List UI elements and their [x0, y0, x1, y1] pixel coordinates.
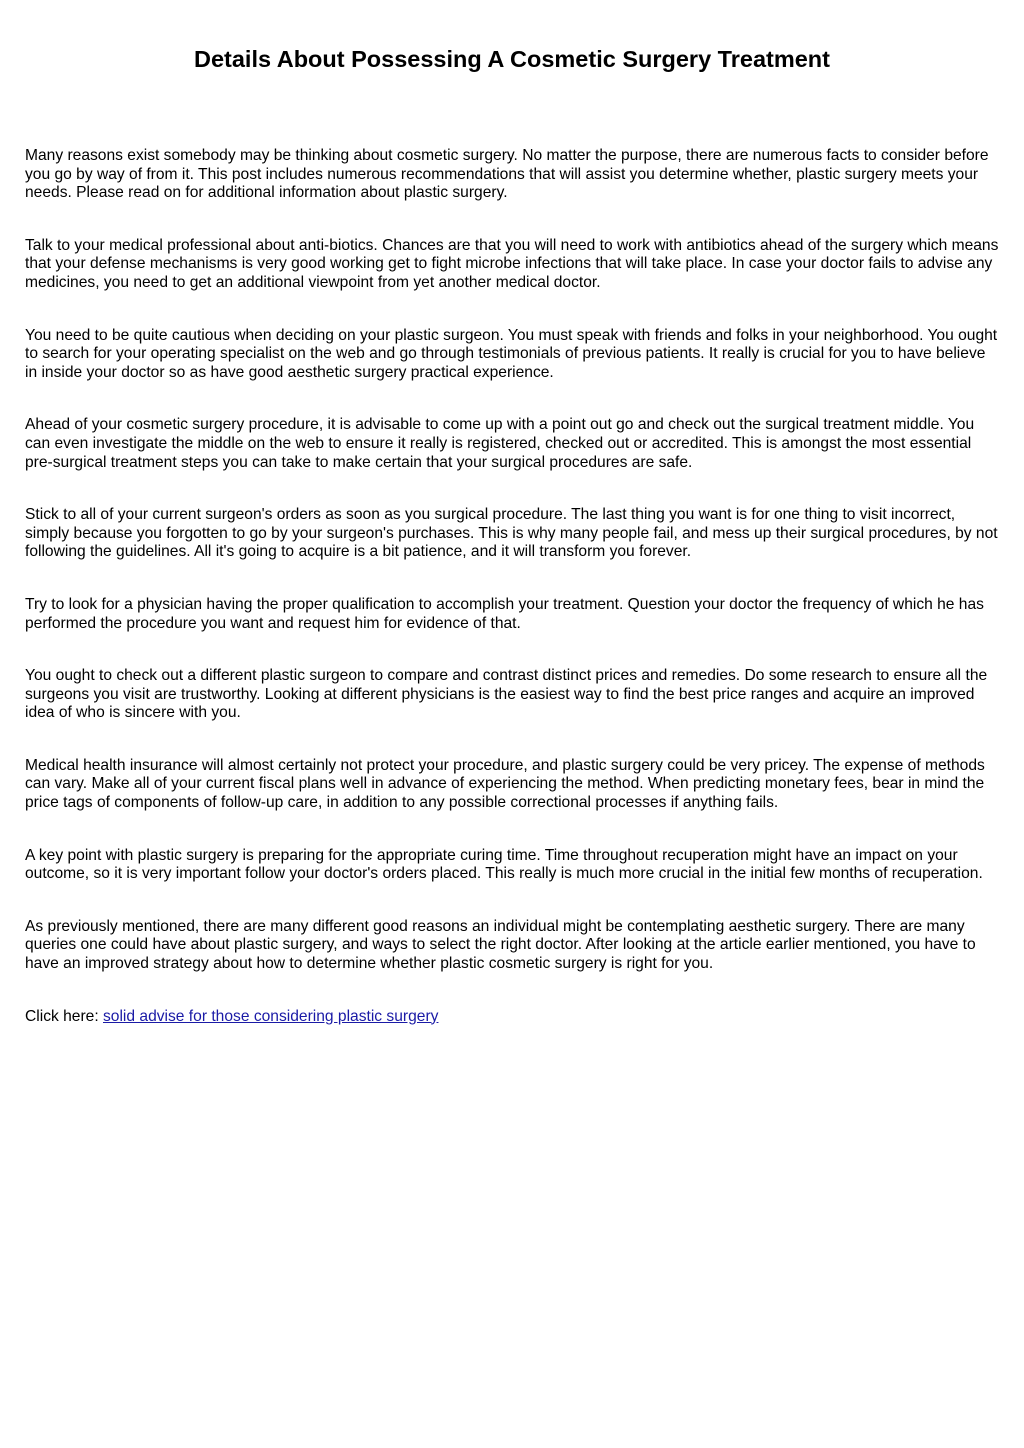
- paragraph: Ahead of your cosmetic surgery procedure, it is advisable to come up with a point out go and check out the surgical treatment middle. You can even investigate the middle on the web to ensure it really is registered, checked out or accredited. This is amongst the most essential pre-surgical treatment steps you can take to make certain that your surgical procedures are safe.: [25, 416, 975, 471]
- paragraph: As previously mentioned, there are many different good reasons an individual might be contemplating aesthetic surgery. There are many queries one could have about plastic surgery, and ways to select the right doctor. After looking at the article earlier mentioned, you have to have an improved strategy about how to determine whether plastic cosmetic surgery is right for you.: [25, 917, 976, 973]
- click-here-label: Click here:: [25, 1007, 103, 1025]
- paragraph: Try to look for a physician having the proper qualification to accomplish your treatment. Question your doctor the frequency of which he has performed the procedure you want and request him for evidence of that.: [25, 595, 984, 632]
- paragraph: You ought to check out a different plastic surgeon to compare and contrast distinct prices and remedies. Do some research to ensure all the surgeons you visit are trustworthy. Looking at different physicians is the easiest way to find the best price ranges and acquire an improved idea of who is sincere with you.: [25, 667, 988, 722]
- paragraph: Stick to all of your current surgeon's orders as soon as you surgical procedure. The last thing you want is for one thing to visit incorrect, simply because you forgotten to go by your surgeon's purchases. This is why many people fail, and mess up their surgical procedures, by not following the guidelines. All it's going to acquire is a bit patience, and it will transform you forever.: [25, 506, 998, 561]
- paragraph: You need to be quite cautious when deciding on your plastic surgeon. You must speak with friends and folks in your neighborhood. You ought to search for your operating specialist on the web and go through testimonials of previous patients. It really is crucial for you to have believe in inside your doctor so as have good aesthetic surgery practical experience.: [25, 326, 998, 381]
- paragraph: Many reasons exist somebody may be thinking about cosmetic surgery. No matter the purpose, there are numerous facts to consider before you go by way of from it. This post includes numerous recommendations that will assist you determine whether, plastic surgery meets your needs. Please read on for additional information about plastic surgery.: [25, 147, 989, 202]
- article-body: [25, 147, 999, 1026]
- article-link[interactable]: solid advise for those considering plastic surgery: [103, 1007, 439, 1025]
- page-title: Details About Possessing A Cosmetic Surgery Treatment: [194, 46, 830, 72]
- paragraph: Talk to your medical professional about anti-biotics. Chances are that you will need to work with antibiotics ahead of the surgery which means that your defense mechanisms is very good working get to fight microbe infections that will take place. In case your doctor fails to advise any medicines, you need to get an additional viewpoint from yet another medical doctor.: [25, 236, 999, 291]
- click-here-line: [25, 1008, 999, 1027]
- paragraph: Medical health insurance will almost certainly not protect your procedure, and plastic surgery could be very pricey. The expense of methods can vary. Make all of your current fiscal plans well in advance of experiencing the method. When predicting monetary fees, bear in mind the price tags of components of follow-up care, in addition to any possible correctional processes if anything fails.: [25, 756, 985, 812]
- paragraph: A key point with plastic surgery is preparing for the appropriate curing time. Time throughout recuperation might have an impact on your outcome, so it is very important follow your doctor's orders placed. This really is much more crucial in the initial few months of recuperation.: [25, 846, 983, 883]
